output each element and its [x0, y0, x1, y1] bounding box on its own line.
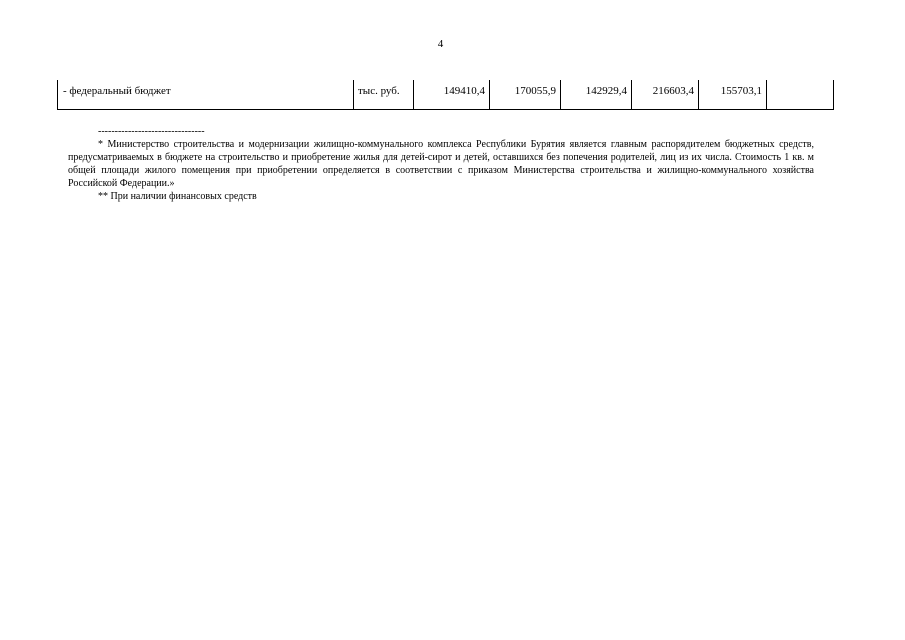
- row-label: - федеральный бюджет: [58, 80, 354, 110]
- footnotes: [68, 125, 814, 203]
- table-row: [58, 80, 834, 110]
- value-cell: [767, 80, 834, 110]
- value-cell: 170055,9: [490, 80, 561, 110]
- value-cell: 155703,1: [699, 80, 767, 110]
- footnote-funding: ** При наличии финансовых средств: [98, 191, 257, 202]
- value-cell: 142929,4: [561, 80, 632, 110]
- value-cell: 149410,4: [414, 80, 490, 110]
- value-cell: 216603,4: [632, 80, 699, 110]
- footnote-separator: --------------------------------: [98, 126, 205, 137]
- page-number: 4: [437, 38, 444, 50]
- unit-cell: тыс. руб.: [354, 80, 414, 110]
- budget-table: [57, 80, 834, 110]
- footnote-ministry: * Министерство строительства и модернизации жилищно-коммунального комплекса Республики Бурятия является главным распорядителем бюджетных средств, предусматриваемых в бюджете на строительство и приобретение жилья для детей-сирот и детей, оставшихся без попечения родителей, лиц из их числа. Стоимость 1 кв. м общей площади жилого помещения при приобретении определяется в соответствии с приказом Министерства строительства и жилищно-коммунального хозяйства Российской Федерации.»: [68, 139, 814, 189]
